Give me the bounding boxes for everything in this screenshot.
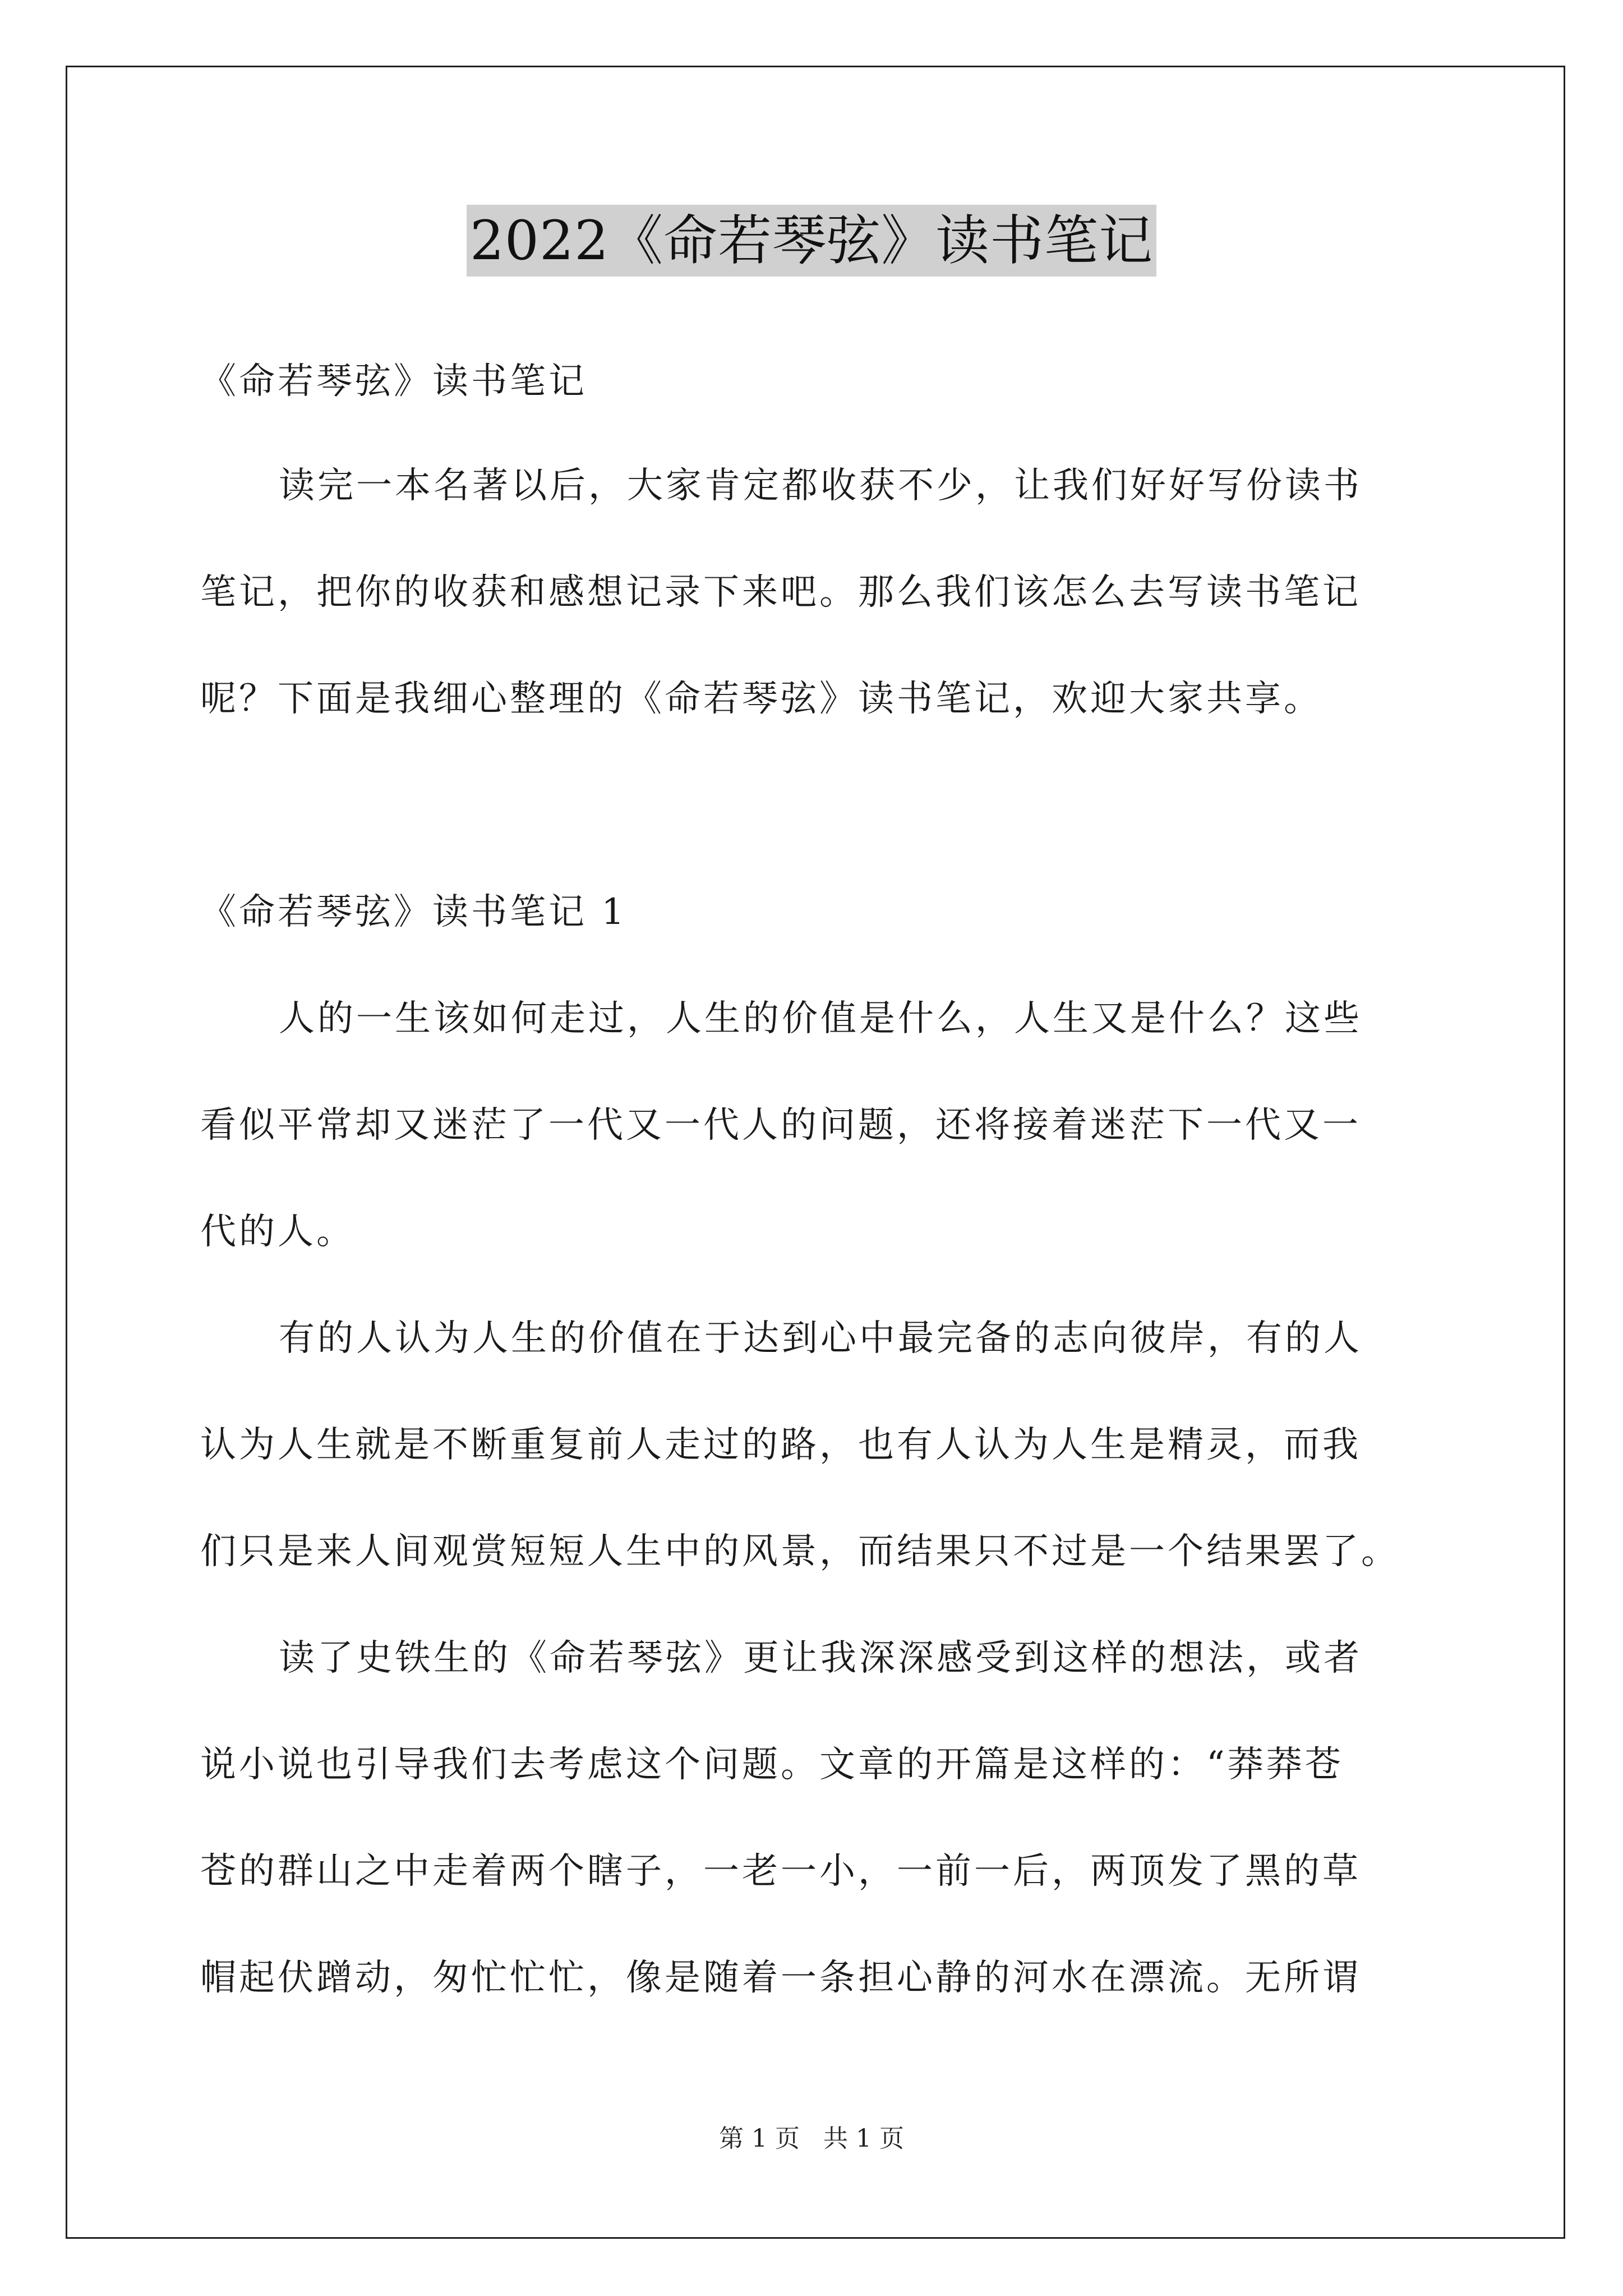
page-footer xyxy=(0,2123,1623,2155)
section-heading: 《命若琴弦》读书笔记 1 xyxy=(200,891,628,933)
para1-line-3: 代的人。 xyxy=(200,1211,355,1253)
para3-line-2: 说小说也引导我们去考虑这个问题。文章的开篇是这样的：“莽莽苍 xyxy=(200,1744,1344,1786)
para1-line-1: 人的一生该如何走过，人生的价值是什么，人生又是什么？这些 xyxy=(279,998,1362,1039)
para2-line-2: 认为人生就是不断重复前人走过的路，也有人认为人生是精灵，而我 xyxy=(200,1424,1361,1466)
intro-line-2: 笔记，把你的收获和感想记录下来吧。那么我们该怎么去写读书笔记 xyxy=(200,572,1361,613)
subtitle: 《命若琴弦》读书笔记 xyxy=(200,361,587,402)
title-container xyxy=(0,205,1623,277)
para2-line-3: 们只是来人间观赏短短人生中的风景，而结果只不过是一个结果罢了。 xyxy=(200,1531,1400,1572)
intro-line-1: 读完一本名著以后，大家肯定都收获不少，让我们好好写份读书 xyxy=(279,465,1362,507)
document-title: 2022《命若琴弦》读书笔记 xyxy=(467,205,1156,277)
para3-line-3: 苍的群山之中走着两个瞎子，一老一小，一前一后，两顶发了黑的草 xyxy=(200,1851,1361,1892)
page-number-total: 共 1 页 xyxy=(823,2124,904,2153)
page-number-current: 第 1 页 xyxy=(719,2124,800,2153)
para1-line-2: 看似平常却又迷茫了一代又一代人的问题，还将接着迷茫下一代又一 xyxy=(200,1105,1361,1146)
para3-line-1: 读了史铁生的《命若琴弦》更让我深深感受到这样的想法，或者 xyxy=(279,1637,1362,1679)
intro-line-3: 呢？下面是我细心整理的《命若琴弦》读书笔记，欢迎大家共享。 xyxy=(200,678,1322,720)
para3-line-4: 帽起伏蹭动，匆忙忙忙，像是随着一条担心静的河水在漂流。无所谓 xyxy=(200,1957,1361,1999)
para2-line-1: 有的人认为人生的价值在于达到心中最完备的志向彼岸，有的人 xyxy=(279,1318,1362,1359)
